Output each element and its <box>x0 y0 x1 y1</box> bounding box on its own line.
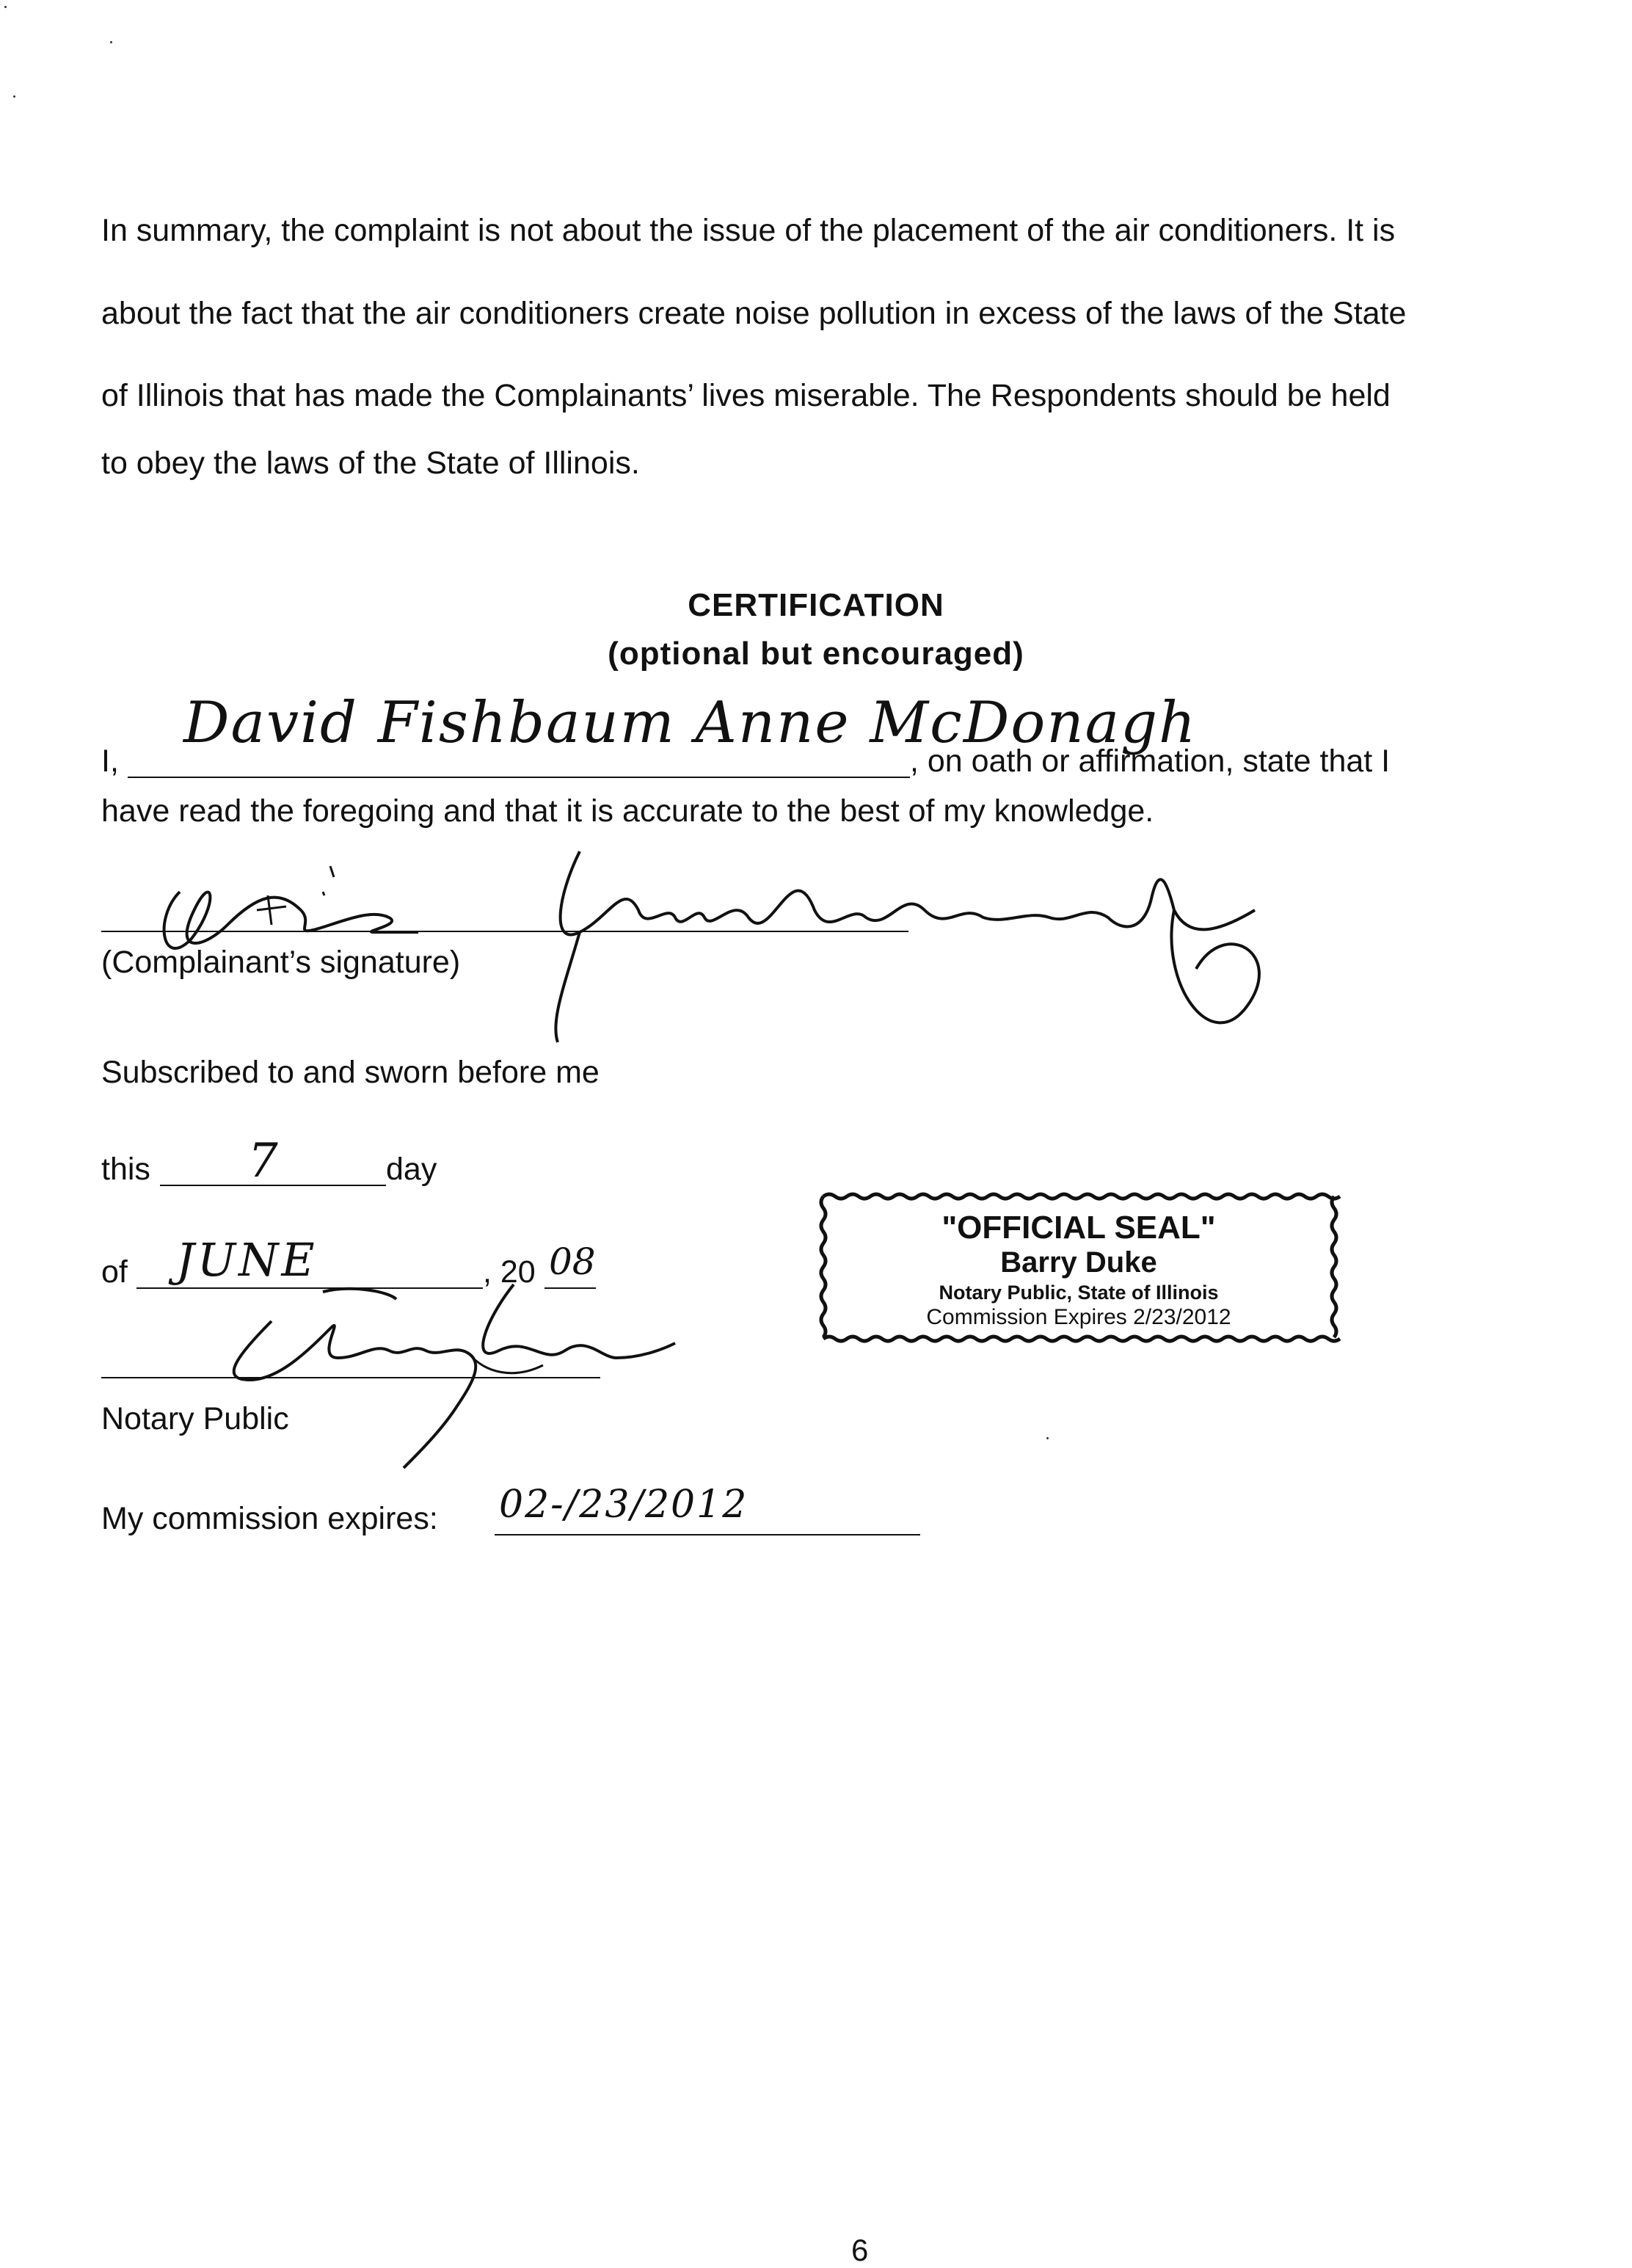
seal-commission-expiry: Commission Expires 2/23/2012 <box>926 1305 1231 1329</box>
name-underline <box>128 777 910 778</box>
subscribed-text: Subscribed to and sworn before me <box>101 1055 600 1090</box>
seal-title: "OFFICIAL SEAL" <box>941 1210 1216 1246</box>
seal-name: Barry Duke <box>1000 1246 1157 1279</box>
certification-title: CERTIFICATION <box>688 587 944 623</box>
oath-prefix: I, <box>101 744 119 779</box>
day-value-handwritten: 7 <box>248 1134 278 1188</box>
scan-speck <box>4 6 7 8</box>
page-number: 6 <box>851 2233 869 2267</box>
summary-line: about the fact that the air conditioners create noise pollution in excess of the laws of the State <box>101 296 1407 331</box>
certification-subtitle: (optional but encouraged) <box>608 636 1024 672</box>
complainant-signature-label: (Complainant’s signature) <box>101 945 461 980</box>
oath-line-2: have read the foregoing and that it is accurate to the best of my knowledge. <box>101 793 1154 829</box>
printed-names-handwritten: David Fishbaum Anne McDonagh <box>183 690 1198 756</box>
year-prefix: , 20 <box>483 1254 536 1290</box>
commission-value-handwritten: 02-/23/2012 <box>499 1483 748 1527</box>
oath-suffix: , on oath or affirmation, state that I <box>910 744 1391 779</box>
summary-line: of Illinois that has made the Complainants’ lives miserable. The Respondents should be held <box>101 378 1391 413</box>
this-label: this <box>101 1152 150 1187</box>
seal-notary-state: Notary Public, State of Illinois <box>939 1282 1219 1304</box>
commission-underline <box>495 1534 920 1535</box>
of-label: of <box>101 1254 128 1290</box>
commission-expires-label: My commission expires: <box>101 1501 438 1536</box>
notary-signature <box>205 1277 690 1468</box>
notary-public-label: Notary Public <box>101 1401 289 1436</box>
complainant-signatures <box>110 822 1321 1050</box>
day-label: day <box>386 1152 437 1187</box>
summary-line: to obey the laws of the State of Illinois. <box>101 446 640 481</box>
year-value-handwritten: 08 <box>549 1240 596 1283</box>
scan-speck <box>1046 1437 1049 1439</box>
scan-speck <box>13 95 15 98</box>
scan-speck <box>110 41 112 43</box>
summary-line: In summary, the complaint is not about the issue of the placement of the air conditioners. It is <box>101 213 1396 248</box>
month-value-handwritten: JUNE <box>176 1233 318 1287</box>
